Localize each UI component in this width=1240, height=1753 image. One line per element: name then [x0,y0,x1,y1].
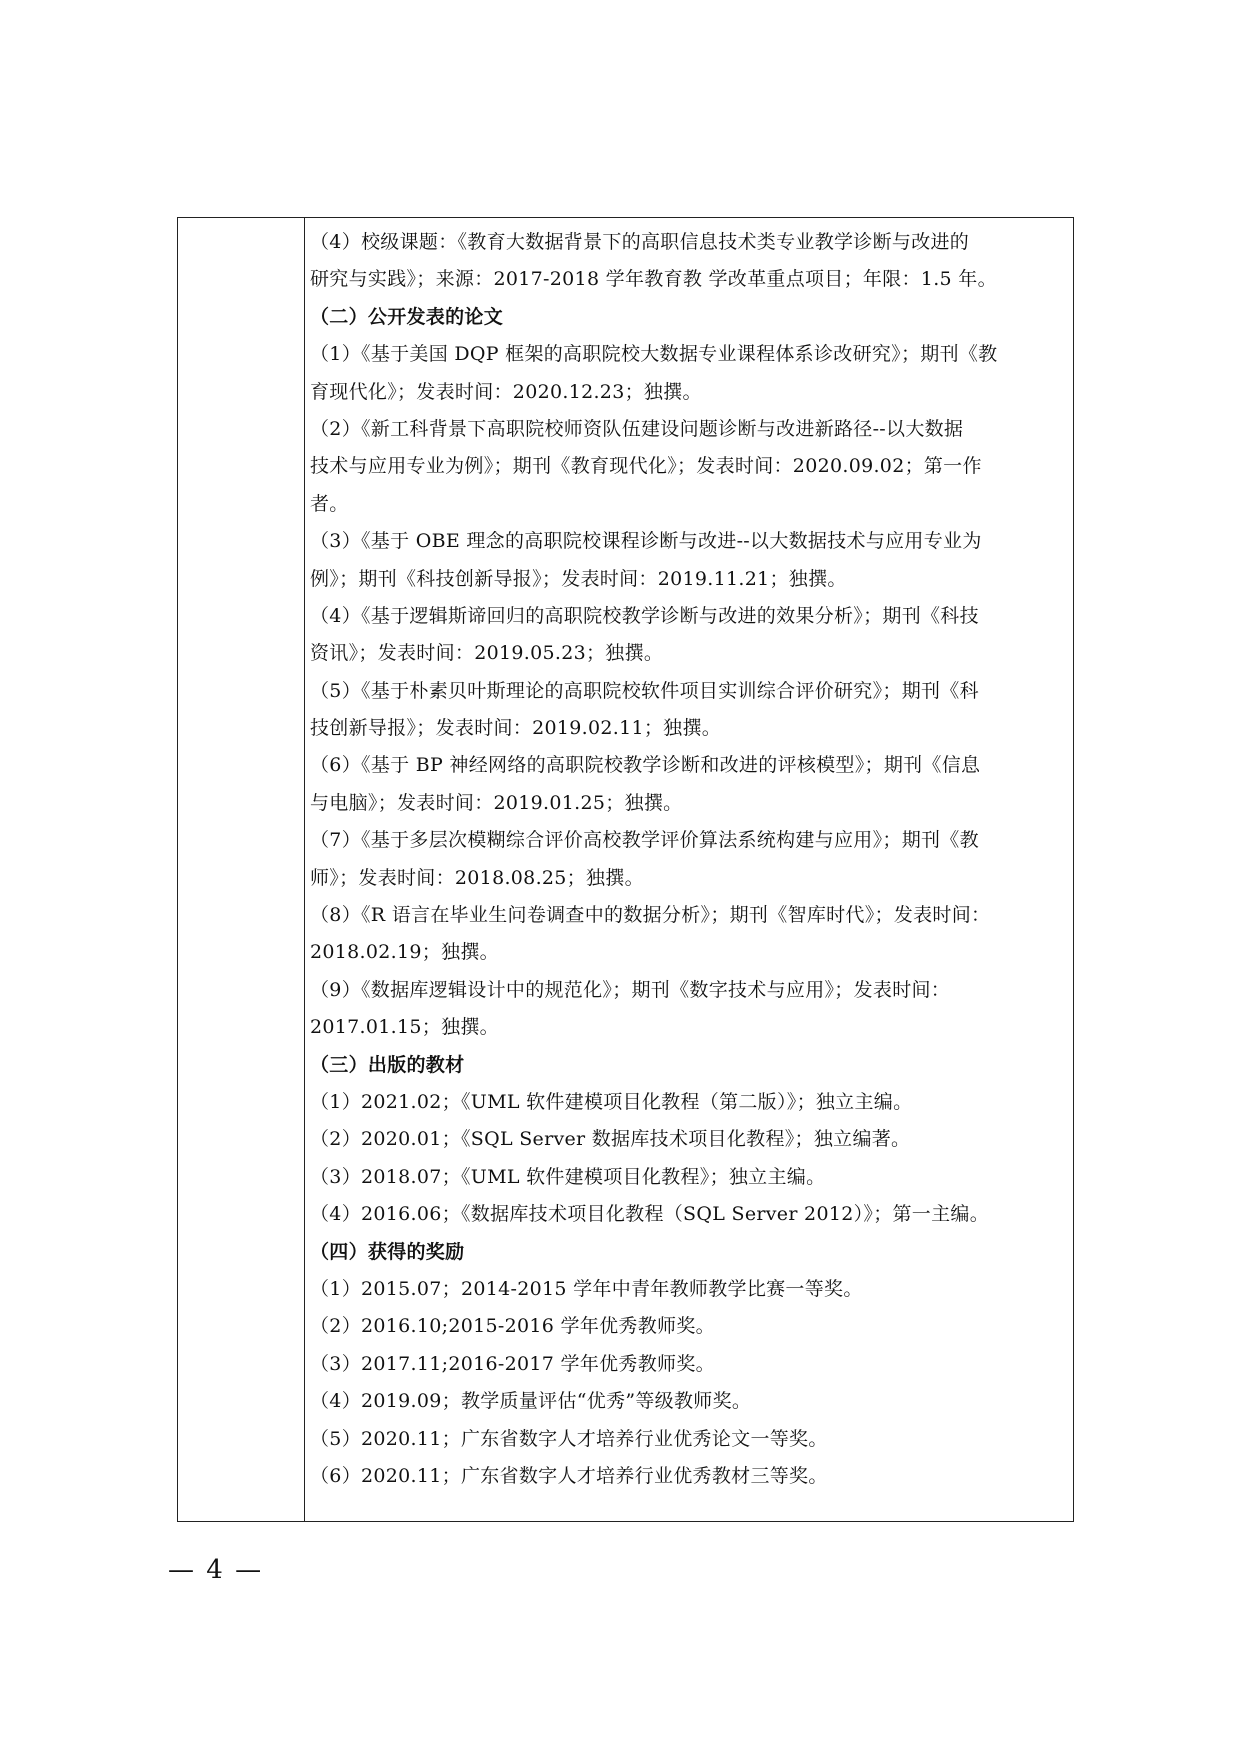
text-line: （2）《新工科背景下高职院校师资队伍建设问题诊断与改进新路径--以大数据 [310,417,964,440]
text-line: 育现代化》；发表时间：2020.12.23；独撰。 [310,380,702,403]
text-line: （6）2020.11；广东省数字人才培养行业优秀教材三等奖。 [310,1464,828,1487]
text-line: （1）《基于美国 DQP 框架的高职院校大数据专业课程体系诊改研究》；期刊《教 [310,343,998,366]
column-divider [304,218,305,1521]
text-line: （6）《基于 BP 神经网络的高职院校教学诊断和改进的评核模型》；期刊《信息 [310,754,981,777]
text-line: 与电脑》；发表时间：2019.01.25；独撰。 [310,791,683,814]
text-line: （4）《基于逻辑斯谛回归的高职院校教学诊断与改进的效果分析》；期刊《科技 [310,604,979,627]
page-number: — 4 — [168,1555,264,1585]
section-heading: （四）获得的奖励 [310,1240,465,1263]
table-cell-content [310,224,1058,1495]
text-line: （3）2017.11;2016-2017 学年优秀教师奖。 [310,1352,715,1375]
section-heading: （二）公开发表的论文 [310,305,504,328]
section-heading: （三）出版的教材 [310,1053,465,1076]
text-line: （1）2021.02；《UML 软件建模项目化教程（第二版）》；独立主编。 [310,1090,913,1113]
text-line: （2）2020.01；《SQL Server 数据库技术项目化教程》；独立编著。 [310,1128,911,1151]
text-line: （4）2019.09；教学质量评估“优秀”等级教师奖。 [310,1390,752,1413]
text-line: （4）2016.06；《数据库技术项目化教程（SQL Server 2012）》；第一主编。 [310,1203,990,1226]
text-line: （8）《R 语言在毕业生问卷调查中的数据分析》；期刊《智库时代》；发表时间： [310,904,991,927]
text-line: 师》；发表时间：2018.08.25；独撰。 [310,866,644,889]
text-line: （1）2015.07；2014-2015 学年中青年教师教学比赛一等奖。 [310,1277,863,1300]
text-line: （3）2018.07；《UML 软件建模项目化教程》；独立主编。 [310,1165,826,1188]
content-table [177,217,1074,1522]
text-line: （3）《基于 OBE 理念的高职院校课程诊断与改进--以大数据技术与应用专业为 [310,530,982,553]
text-line: 者。 [310,492,349,515]
text-line: （2）2016.10;2015-2016 学年优秀教师奖。 [310,1315,715,1338]
text-line: 研究与实践》；来源：2017-2018 学年教育教 学改革重点项目；年限：1.5 年。 [310,268,997,291]
text-line: 技术与应用专业为例》；期刊《教育现代化》；发表时间：2020.09.02；第一作 [310,455,982,478]
text-line: （5）《基于朴素贝叶斯理论的高职院校软件项目实训综合评价研究》；期刊《科 [310,679,979,702]
text-line: 资讯》；发表时间：2019.05.23；独撰。 [310,642,664,665]
text-line: 2017.01.15；独撰。 [310,1016,499,1039]
text-line: 2018.02.19；独撰。 [310,941,499,964]
text-line: （4）校级课题：《教育大数据背景下的高职信息技术类专业教学诊断与改进的 [310,231,970,253]
text-line: 技创新导报》；发表时间：2019.02.11；独撰。 [310,717,722,740]
text-line: （5）2020.11；广东省数字人才培养行业优秀论文一等奖。 [310,1427,828,1450]
text-line: 例》；期刊《科技创新导报》；发表时间：2019.11.21；独撰。 [310,567,847,590]
text-line: （7）《基于多层次模糊综合评价高校教学评价算法系统构建与应用》；期刊《教 [310,829,979,852]
text-line: （9）《数据库逻辑设计中的规范化》；期刊《数字技术与应用》；发表时间： [310,978,951,1001]
